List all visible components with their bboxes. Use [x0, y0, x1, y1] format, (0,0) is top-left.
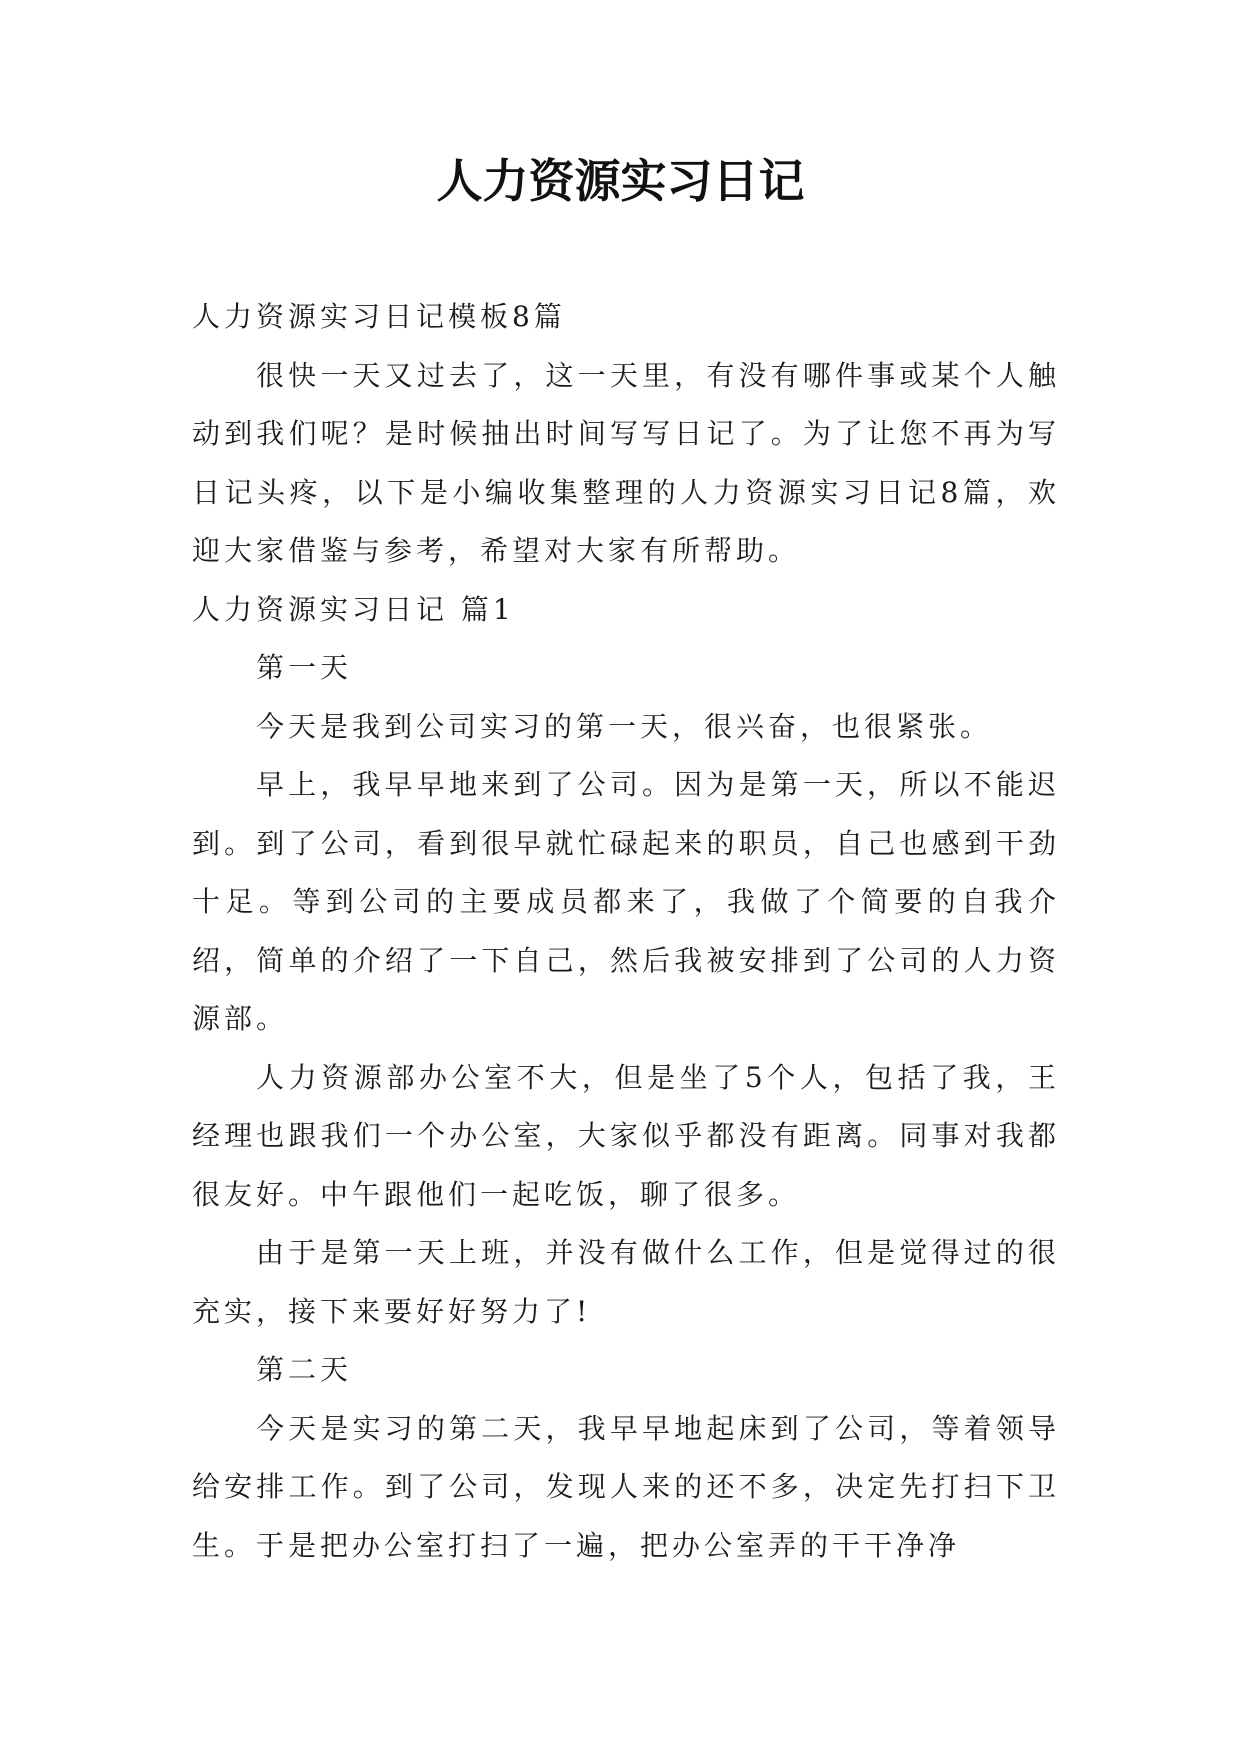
body-paragraph: 今天是我到公司实习的第一天，很兴奋，也很紧张。	[256, 709, 993, 743]
document-subtitle: 人力资源实习日记模板8篇	[192, 300, 566, 333]
intro-paragraph: 很快一天又过去了，这一天里，有没有哪件事或某个人触动到我们呢？是时候抽出时间写写日记了。为了让您不再为写日记头疼，以下是小编收集整理的人力资源实习日记8篇，欢迎大家借鉴与参考，希望对大家有所帮助。	[192, 358, 1060, 567]
document-title: 人力资源实习日记	[436, 154, 805, 208]
body-paragraph: 人力资源部办公室不大，但是坐了5个人，包括了我，王经理也跟我们一个办公室，大家似乎都没有距离。同事对我都很友好。中午跟他们一起吃饭，聊了很多。	[192, 1060, 1060, 1211]
document-body	[192, 288, 1060, 1575]
day-heading: 第一天	[256, 651, 353, 684]
day-heading: 第二天	[256, 1353, 353, 1386]
section-heading: 人力资源实习日记 篇1	[192, 592, 515, 626]
body-paragraph: 今天是实习的第二天，我早早地起床到了公司，等着领导给安排工作。到了公司，发现人来的还不多，决定先打扫下卫生。于是把办公室打扫了一遍，把办公室弄的干干净净	[192, 1411, 1060, 1562]
body-paragraph: 早上，我早早地来到了公司。因为是第一天，所以不能迟到。到了公司，看到很早就忙碌起来的职员，自己也感到干劲十足。等到公司的主要成员都来了，我做了个简要的自我介绍，简单的介绍了一下自己，然后我被安排到了公司的人力资源部。	[192, 768, 1060, 1035]
body-paragraph: 由于是第一天上班，并没有做什么工作，但是觉得过的很充实，接下来要好好努力了!	[192, 1236, 1060, 1328]
